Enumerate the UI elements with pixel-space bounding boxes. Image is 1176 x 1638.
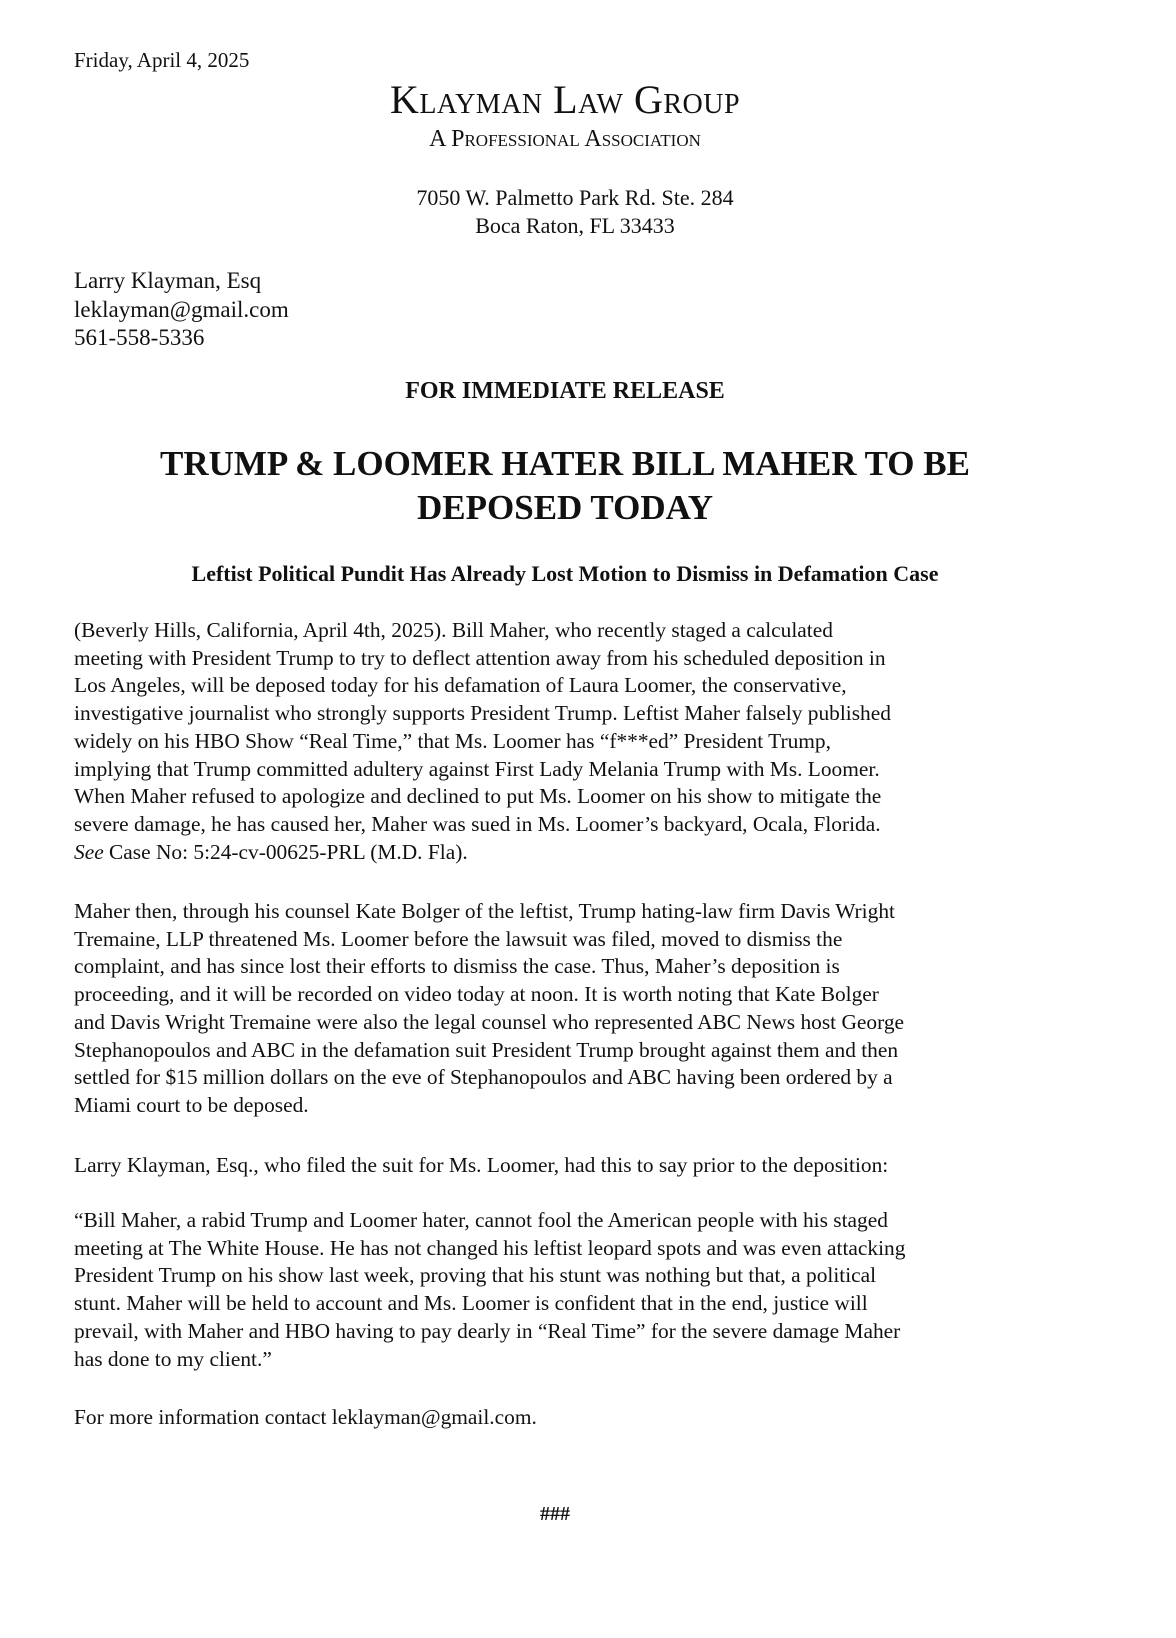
paragraph-line: meeting with President Trump to try to deflect attention away from his scheduled deposition in <box>74 645 886 670</box>
release-label: FOR IMMEDIATE RELEASE <box>405 378 725 404</box>
address-line-1: 7050 W. Palmetto Park Rd. Ste. 284 <box>416 185 734 210</box>
paragraph-line: “Bill Maher, a rabid Trump and Loomer hater, cannot fool the American people with his staged <box>74 1208 888 1232</box>
case-citation: Case No: 5:24-cv-00625-PRL (M.D. Fla). <box>103 839 468 864</box>
headline <box>0 442 1130 530</box>
paragraph-line: proceeding, and it will be recorded on video today at noon. It is worth noting that Kate Bolger <box>74 982 879 1007</box>
paragraph-line: settled for $15 million dollars on the eve of Stephanopoulos and ABC having been ordered by a <box>74 1065 893 1090</box>
paragraph-1 <box>74 617 1064 866</box>
headline-line-2: DEPOSED TODAY <box>417 488 713 527</box>
paragraph-line: For more information contact leklayman@gmail.com. <box>74 1405 537 1429</box>
contact-name: Larry Klayman, Esq <box>74 268 262 293</box>
paragraph-line: (Beverly Hills, California, April 4th, 2025). Bill Maher, who recently staged a calculated <box>74 618 833 642</box>
contact-email: leklayman@gmail.com <box>74 297 289 322</box>
paragraph-line: When Maher refused to apologize and declined to put Ms. Loomer on his show to mitigate the <box>74 784 882 809</box>
paragraph-line: meeting at The White House. He has not changed his leftist leopard spots and was even attacking <box>74 1235 906 1260</box>
paragraph-line: Larry Klayman, Esq., who filed the suit for Ms. Loomer, had this to say prior to the deposition: <box>74 1153 889 1177</box>
release-date: Friday, April 4, 2025 <box>74 48 250 72</box>
case-citation-line <box>74 839 1064 867</box>
paragraph-line: investigative journalist who strongly supports President Trump. Leftist Maher falsely published <box>74 701 891 726</box>
paragraph-line: has done to my client.” <box>74 1346 272 1371</box>
paragraph-line: prevail, with Maher and HBO having to pay dearly in “Real Time” for the severe damage Maher <box>74 1318 901 1343</box>
paragraph-line: Maher then, through his counsel Kate Bolger of the leftist, Trump hating-law firm Davis Wright <box>74 899 895 923</box>
paragraph-line: President Trump on his show last week, proving that his stunt was nothing but that, a political <box>74 1263 877 1288</box>
paragraph-2 <box>74 898 1064 1120</box>
headline-line-1: TRUMP & LOOMER HATER BILL MAHER TO BE <box>160 444 970 483</box>
firm-name: Klayman Law Group <box>389 77 741 122</box>
end-mark: ### <box>540 1503 570 1525</box>
subheadline: Leftist Political Pundit Has Already Lost Motion to Dismiss in Defamation Case <box>191 561 939 586</box>
paragraph-line: complaint, and has since lost their efforts to dismiss the case. Thus, Maher’s deposition is <box>74 954 840 979</box>
paragraph-3 <box>74 1152 1064 1180</box>
see-signal: See <box>74 839 104 864</box>
paragraph-line: severe damage, he has caused her, Maher was sued in Ms. Loomer’s backyard, Ocala, Florida. <box>74 811 881 836</box>
contact-phone: 561-558-5336 <box>74 325 205 350</box>
paragraph-line: Miami court to be deposed. <box>74 1092 309 1117</box>
paragraph-line: and Davis Wright Tremaine were also the legal counsel who represented ABC News host George <box>74 1009 905 1034</box>
paragraph-line: Tremaine, LLP threatened Ms. Loomer before the lawsuit was filed, moved to dismiss the <box>74 926 843 951</box>
paragraph-line: stunt. Maher will be held to account and Ms. Loomer is confident that in the end, justice will <box>74 1291 868 1316</box>
paragraph-line: implying that Trump committed adultery against First Lady Melania Trump with Ms. Loomer. <box>74 756 880 781</box>
firm-subtitle: A Professional Association <box>429 126 701 152</box>
paragraph-line: widely on his HBO Show “Real Time,” that Ms. Loomer has “f***ed” President Trump, <box>74 728 831 753</box>
paragraph-line: Stephanopoulos and ABC in the defamation suit President Trump brought against them and then <box>74 1037 899 1062</box>
quote-paragraph <box>74 1207 1064 1373</box>
contact-paragraph <box>74 1404 1064 1432</box>
address-line-2: Boca Raton, FL 33433 <box>475 213 675 238</box>
paragraph-line: Los Angeles, will be deposed today for his defamation of Laura Loomer, the conservative, <box>74 673 847 698</box>
